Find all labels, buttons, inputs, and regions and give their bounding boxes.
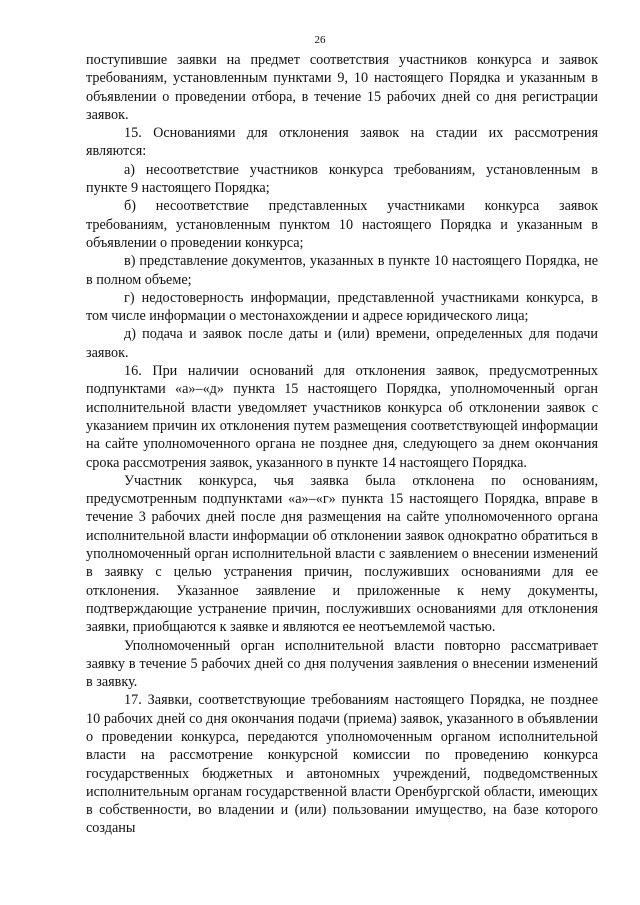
paragraph-subitem-d: д) подача и заявок после даты и (или) времени, определенных для подачи заявок. xyxy=(86,326,598,361)
paragraph-repeat-review: Уполномоченный орган исполнительной власти повторно рассматривает заявку в течение 5 рабочих дней со дня получения заявления о внесении изменений в заявку. xyxy=(86,637,598,691)
paragraph-subitem-b: б) несоответствие представленных участниками конкурса заявок требованиям, установленным пунктом 10 настоящего Порядка и указанным в объявлении о проведении конкурса; xyxy=(86,198,598,251)
page-number: 26 xyxy=(314,34,326,46)
paragraph-item-17: 17. Заявки, соответствующие требованиям настоящего Порядка, не позднее 10 рабочих дней со дня окончания подачи (приема) заявок, указанного в объявлении о проведении конкурса, передаются уполномоченным органом исполнительной власти на рассмотрение конкурсной комиссии по проведению конкурса государственных бюджетных и автономных учреждений, подведомственных исполнительным органам государственной власти Оренбургской области, имеющих в собственности, во владении и (или) пользовании имущество, на базе которого созданы xyxy=(86,692,598,837)
paragraph-subitem-a: а) несоответствие участников конкурса требованиям, установленным в пункте 9 настоящего Порядка; xyxy=(86,161,598,197)
paragraph-item-16: 16. При наличии оснований для отклонения заявок, предусмотренных подпунктами «а»–«д» пункта 15 настоящего Порядка, уполномоченный орган исполнительной власти уведомляет участников конкурса об отклонении заявок с указанием причин их отклонения путем размещения соответствующей информации на сайте уполномоченного органа не позднее дня, следующего за днем окончания срока рассмотрения заявок, указанного в пункте 14 настоящего Порядка. xyxy=(86,363,598,471)
paragraph-participant-appeal: Участник конкурса, чья заявка была отклонена по основаниям, предусмотренным подпунктами «а»–«г» пункта 15 настоящего Порядка, вправе в течение 3 рабочих дней после дня размещения на сайте уполномоченного органа исполнительной власти информации об отклонении заявок однократно обратиться в уполномоченный орган исполнительной власти с заявлением о внесении изменений в заявку с целью устранения причин, послуживших основаниями для ее отклонения. Указанное заявление и приложенные к нему документы, подтверждающие устранение причин, послуживших основаниями для отклонения заявки, приобщаются к заявке и являются ее неотъемлемой частью. xyxy=(86,472,598,636)
paragraph-continuation: поступившие заявки на предмет соответствия участников конкурса и заявок требованиям, установленным пунктами 9, 10 настоящего Порядка и указанным в объявлении о проведении отбора, в течение 15 рабочих дней со дня регистрации заявок. xyxy=(86,52,598,123)
paragraph-subitem-g: г) недостоверность информации, представленной участниками конкурса, в том числе информации о местонахождении и адресе юридического лица; xyxy=(86,289,598,325)
paragraph-subitem-v: в) представление документов, указанных в пункте 10 настоящего Порядка, не в полном объеме; xyxy=(86,253,598,288)
paragraph-item-15: 15. Основаниями для отклонения заявок на стадии их рассмотрения являются: xyxy=(86,125,598,160)
document-body xyxy=(86,51,598,838)
